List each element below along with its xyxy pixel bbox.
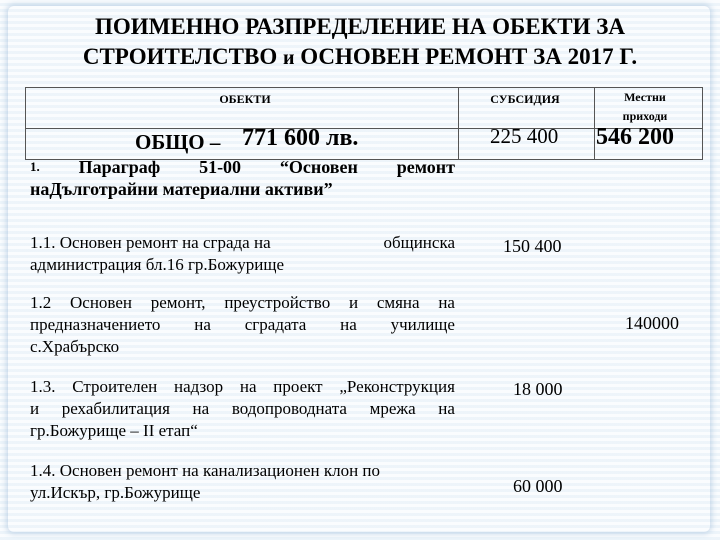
- item-text: проект: [273, 377, 323, 396]
- item-text: и: [30, 399, 40, 418]
- item-subsidy: 18 000: [513, 379, 563, 399]
- paragraph-code: 51-00: [199, 157, 242, 177]
- item-subsidy: 150 400: [503, 236, 562, 256]
- column-header-local-line-1: Местни: [624, 90, 666, 104]
- paragraph-word: Параграф: [78, 157, 161, 177]
- item-text: на: [340, 315, 357, 334]
- title-line-2-part-c: ОСНОВЕН РЕМОНТ ЗА 2017 Г.: [294, 44, 638, 69]
- title-line-2-part-b: и: [282, 47, 295, 69]
- item-line: гр.Божурище – II етап“: [30, 421, 198, 440]
- list-item: [30, 376, 455, 442]
- item-text: предназначението: [30, 315, 161, 334]
- list-item: [30, 232, 455, 276]
- list-item: [30, 460, 455, 504]
- column-header-local: [590, 88, 700, 126]
- item-text: 1.1. Основен ремонт на сграда на: [30, 233, 271, 252]
- item-text: общинска: [383, 233, 455, 252]
- paragraph-line-1: [30, 156, 455, 178]
- item-text: на: [438, 293, 455, 312]
- item-line: 1.4. Основен ремонт на канализационен клон по: [30, 461, 381, 480]
- item-line: ул.Искър, гр.Божурище: [30, 483, 201, 502]
- title-line-2-part-a: СТРОИТЕЛСТВО: [82, 44, 283, 69]
- item-text: смяна: [376, 293, 420, 312]
- item-line: [30, 292, 455, 314]
- title-line-1: ПОИМЕННО РАЗПРЕДЕЛЕНИЕ НА ОБЕКТИ ЗА: [94, 14, 625, 39]
- item-local: 140000: [625, 313, 679, 333]
- column-header-objects: ОБЕКТИ: [219, 92, 271, 106]
- item-line: администрация бл.16 гр.Божурище: [30, 255, 284, 274]
- paragraph-word: “Основен: [279, 157, 358, 177]
- item-line: [30, 232, 455, 254]
- item-text: 1.3.: [30, 377, 56, 396]
- item-text: 1.2: [30, 293, 52, 312]
- item-text: сградата: [244, 315, 307, 334]
- item-text: преустройство: [224, 293, 331, 312]
- list-item: [30, 292, 455, 358]
- title-line-2: [0, 42, 720, 73]
- item-text: ремонт,: [150, 293, 206, 312]
- item-text: рехабилитация: [61, 399, 170, 418]
- total-amount: 771 600 лв.: [242, 125, 359, 151]
- item-line: [30, 376, 455, 398]
- item-subsidy: 60 000: [513, 476, 563, 496]
- total-label: ОБЩО –: [135, 130, 221, 154]
- total-subsidy: 225 400: [490, 124, 559, 148]
- paragraph-number: 1.: [30, 159, 40, 174]
- item-line: с.Храбърско: [30, 337, 120, 356]
- page-title: [0, 12, 720, 73]
- item-text: на: [192, 399, 210, 418]
- item-text: на: [194, 315, 211, 334]
- column-header-local-line-2: приходи: [622, 109, 668, 123]
- item-text: Основен: [70, 293, 132, 312]
- item-text: „Реконструкция: [339, 377, 455, 396]
- item-text: надзор: [173, 377, 224, 396]
- item-text: на: [239, 377, 257, 396]
- item-text: Строителен: [72, 377, 158, 396]
- item-text: водопроводната: [231, 399, 347, 418]
- paragraph-heading: [30, 156, 455, 200]
- item-line: [30, 314, 455, 336]
- item-text: мрежа: [369, 399, 416, 418]
- item-text: и: [348, 293, 359, 312]
- column-header-subsidy: СУБСИДИЯ: [490, 92, 560, 106]
- total-local: 546 200: [596, 124, 674, 150]
- item-line: [30, 398, 455, 420]
- item-text: училище: [390, 315, 455, 334]
- paragraph-line-2: наДълготрайни материални активи”: [30, 179, 333, 199]
- paragraph-word: ремонт: [396, 157, 455, 177]
- item-text: на: [438, 399, 455, 418]
